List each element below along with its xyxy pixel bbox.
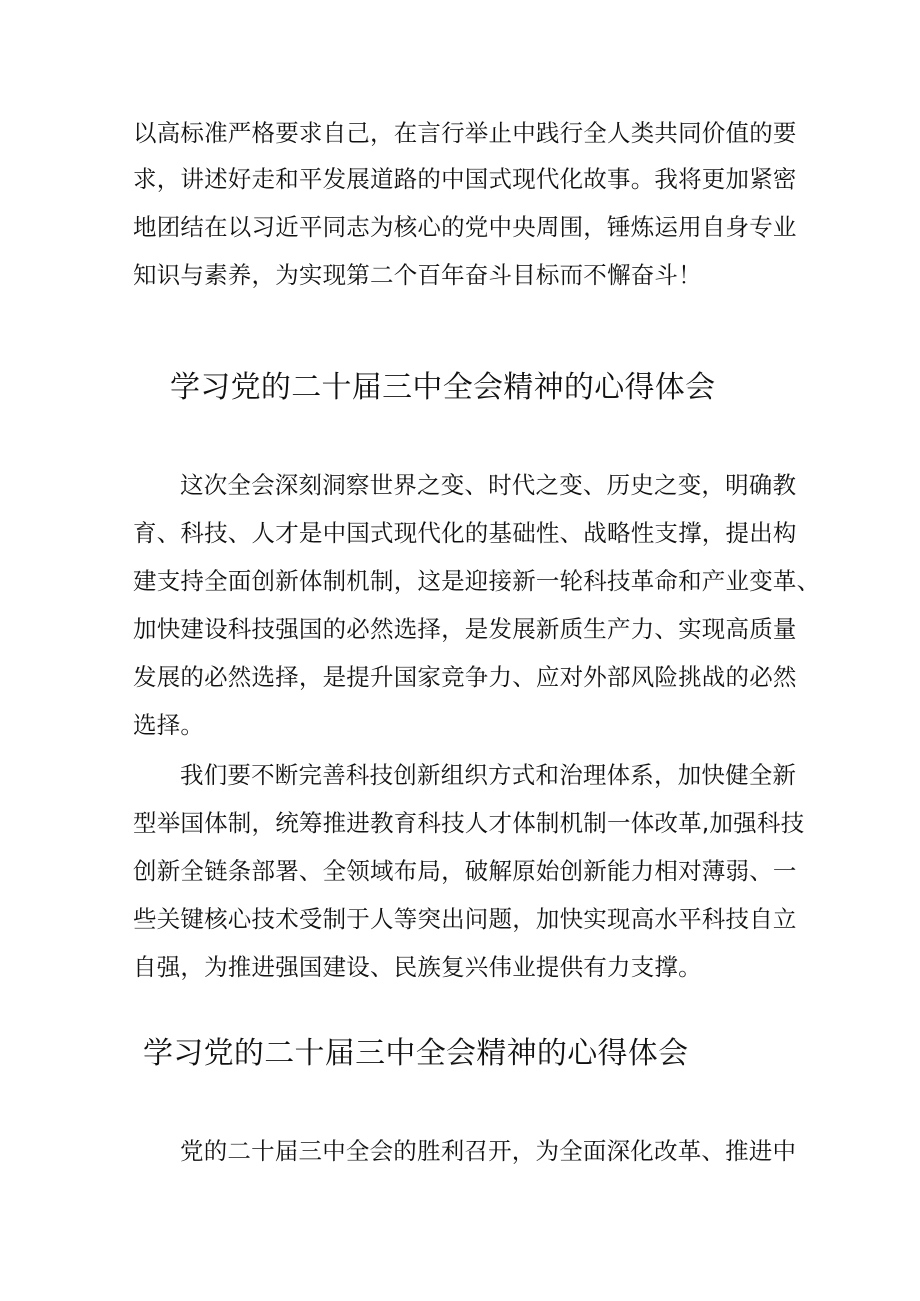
text-line: 选择。 [133, 711, 205, 739]
text-line: 发展的必然选择，是提升国家竞争力、应对外部风险挑战的必然 [133, 663, 797, 691]
section-heading: 学习党的二十届三中全会精神的心得体会 [170, 370, 716, 405]
text-line: 党的二十届三中全会的胜利召开，为全面深化改革、推进中 [180, 1137, 797, 1165]
text-line: 育、科技、人才是中国式现代化的基础性、战略性支撑，提出构 [133, 519, 797, 547]
text-line: 求，讲述好走和平发展道路的中国式现代化故事。我将更加紧密 [133, 165, 797, 193]
section-heading: 学习党的二十届三中全会精神的心得体会 [143, 1036, 689, 1071]
text-line: 型举国体制，统筹推进教育科技人才体制机制一体改革,加强科技 [133, 809, 805, 837]
text-line: 这次全会深刻洞察世界之变、时代之变、历史之变，明确教 [180, 471, 797, 499]
text-line: 以高标准严格要求自己，在言行举止中践行全人类共同价值的要 [133, 119, 797, 147]
text-line: 自强，为推进强国建设、民族复兴伟业提供有力支撑。 [133, 953, 702, 981]
text-line: 知识与素养，为实现第二个百年奋斗目标而不懈奋斗！ [133, 261, 702, 289]
text-line: 地团结在以习近平同志为核心的党中央周围，锤炼运用自身专业 [133, 213, 797, 241]
text-line: 些关键核心技术受制于人等突出问题，加快实现高水平科技自立 [133, 905, 797, 933]
text-line: 创新全链条部署、全领域布局，破解原始创新能力相对薄弱、一 [133, 857, 797, 885]
text-line: 建支持全面创新体制机制，这是迎接新一轮科技革命和产业变革、 [133, 567, 821, 595]
text-line: 加快建设科技强国的必然选择，是发展新质生产力、实现高质量 [133, 615, 797, 643]
text-line: 我们要不断完善科技创新组织方式和治理体系，加快健全新 [180, 761, 797, 789]
